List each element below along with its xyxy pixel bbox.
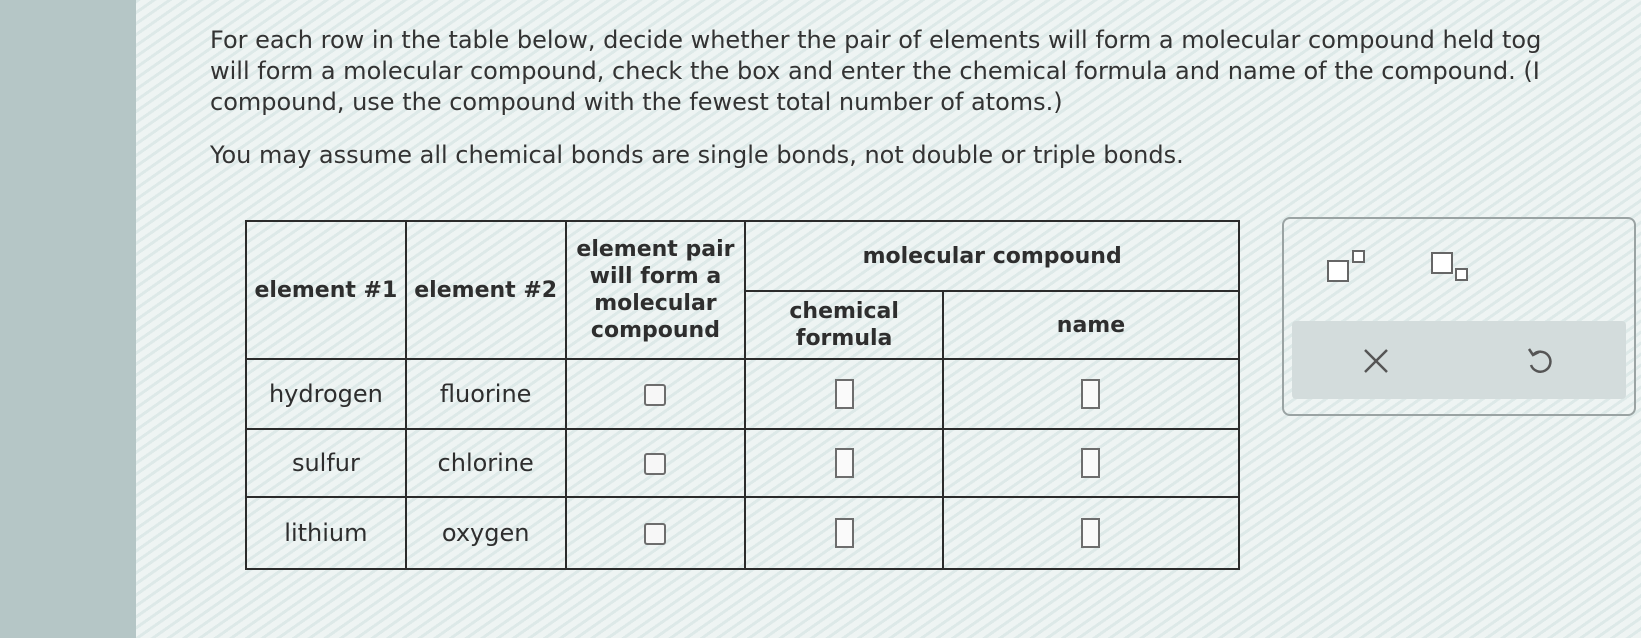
element-2-cell: oxygen: [406, 497, 566, 569]
header-forms-compound-line-3: molecular: [594, 291, 717, 316]
element-1-cell: lithium: [246, 497, 406, 569]
element-1-cell: hydrogen: [246, 359, 406, 429]
toolbox-actions: [1292, 321, 1626, 399]
name-input[interactable]: [1081, 448, 1100, 478]
question-table: [245, 220, 1240, 570]
element-1-cell: sulfur: [246, 429, 406, 497]
undo-icon[interactable]: [1522, 343, 1558, 379]
header-chemical-formula: [745, 291, 943, 359]
name-cell: [943, 497, 1239, 569]
instructions-line-2: will form a molecular compound, check the box and enter the chemical formula and name of the compound. (I: [210, 57, 1540, 85]
formula-input[interactable]: [835, 448, 854, 478]
header-element-2: element #2: [406, 221, 566, 359]
superscript-icon[interactable]: [1320, 247, 1380, 287]
instructions-line-3: compound, use the compound with the fewest total number of atoms.): [210, 88, 1063, 116]
header-chemical-formula-line-1: chemical: [789, 299, 899, 324]
forms-compound-checkbox[interactable]: [644, 453, 666, 475]
clear-icon[interactable]: [1358, 343, 1394, 379]
formula-cell: [745, 497, 943, 569]
forms-compound-cell: [566, 429, 746, 497]
name-input[interactable]: [1081, 379, 1100, 409]
formula-cell: [745, 359, 943, 429]
header-forms-compound-line-1: element pair: [576, 237, 735, 262]
instructions-line-1: For each row in the table below, decide whether the pair of elements will form a molecular compound held tog: [210, 26, 1542, 54]
name-input[interactable]: [1081, 518, 1100, 548]
formula-input[interactable]: [835, 518, 854, 548]
forms-compound-cell: [566, 497, 746, 569]
formula-cell: [745, 429, 943, 497]
name-cell: [943, 359, 1239, 429]
left-margin: [0, 0, 136, 638]
forms-compound-checkbox[interactable]: [644, 384, 666, 406]
header-molecular-compound: molecular compound: [745, 221, 1239, 291]
formula-input[interactable]: [835, 379, 854, 409]
header-forms-compound: [566, 221, 746, 359]
header-name: name: [943, 291, 1239, 359]
forms-compound-cell: [566, 359, 746, 429]
answer-toolbox: [1282, 217, 1636, 416]
bond-note: You may assume all chemical bonds are single bonds, not double or triple bonds.: [210, 141, 1184, 169]
element-2-cell: fluorine: [406, 359, 566, 429]
header-forms-compound-line-4: compound: [590, 318, 720, 343]
header-element-1: element #1: [246, 221, 406, 359]
header-chemical-formula-line-2: formula: [795, 326, 893, 351]
table-row: [246, 359, 1239, 429]
name-cell: [943, 429, 1239, 497]
table-row: [246, 497, 1239, 569]
instructions: [210, 25, 1541, 118]
forms-compound-checkbox[interactable]: [644, 523, 666, 545]
table-row: [246, 429, 1239, 497]
subscript-icon[interactable]: [1424, 247, 1484, 287]
header-forms-compound-line-2: will form a: [589, 264, 722, 289]
element-2-cell: chlorine: [406, 429, 566, 497]
